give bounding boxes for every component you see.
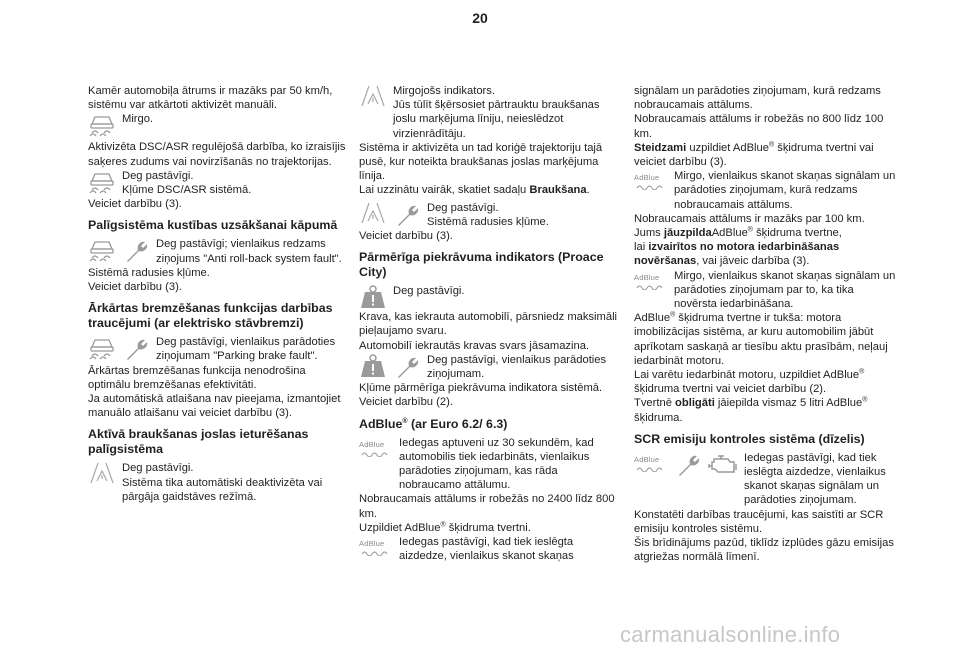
paragraph: Mirgo, vienlaikus skanot skaņas signālam un parādoties ziņojumam par to, ka tika novērsta iedarbināšana. [674,269,896,311]
paragraph: signālam un parādoties ziņojumam, kurā redzams nobraucamais attālums. [634,85,881,112]
paragraph: Deg pastāvīgi. [393,285,465,298]
paragraph: Nobraucamais attālums ir robežās no 800 līdz 100 km. [634,113,884,140]
paragraph: Šis brīdinājums pazūd, tiklīdz izplūdes gāzu emisijas atgriežas normālā līmenī. [634,537,894,564]
indicator-row-scr [634,451,896,508]
paragraph: AdBlue® šķidruma tvertne ir tukša: motora imobilizācijas sistēma, ar kuru automobilim jābūt aprīkotam saskaņā ar tiesību aktu prasībām, neļauj iedarbināt motoru. [634,311,888,367]
paragraph: Ārkārtas bremzēšanas funkcija nenodrošina optimālu bremzēšanas efektivitāti. [88,364,306,391]
section-heading: SCR emisiju kontroles sistēma (dīzelis) [634,431,865,446]
adblue-icon: AdBlue [634,169,668,195]
paragraph: Steidzami uzpildiet AdBlue® šķidruma tvertni vai veiciet darbību (3). [634,141,874,169]
paragraph: Lai uzzinātu vairāk, skatiet sadaļu Braukšana. [359,184,590,197]
paragraph: lai izvairītos no motora iedarbināšanas novēršanas, vai jāveic darbība (3). [634,241,840,268]
wrench-icon [393,353,421,381]
paragraph: Mirgo. [122,113,154,126]
paragraph: Jums jāuzpildaAdBlue® šķidruma tvertne, [634,226,842,240]
indicator-row-dsc-fault [88,169,350,197]
paragraph: Veiciet darbību (3). [88,198,182,211]
column-3 [634,84,896,565]
overload-weight-icon [359,284,387,310]
paragraph: Deg pastāvīgi. [427,201,499,214]
watermark: carmanualsonline.info [620,622,841,647]
paragraph: Aktivizēta DSC/ASR regulējošā darbība, ko izraisījis saķeres zudums vai novirzīšanās no trajektorijas. [88,141,346,168]
paragraph: Tvertnē obligāti jāiepilda vismaz 5 litri AdBlue® šķidruma. [634,396,868,424]
section-heading: Ārkārtas bremzēšanas funkcijas darbības traucējumi (ar elektrisko stāvbremzi) [88,301,333,331]
indicator-row-adblue-2 [359,535,621,563]
adblue-icon: AdBlue [359,535,393,561]
paragraph: Nobraucamais attālums ir mazāks par 100 km. [634,212,865,225]
section-heading: Aktīvā braukšanas joslas ieturēšanas palīgsistēma [88,427,309,457]
indicator-row-lane [88,461,350,504]
lane-assist-icon [359,84,387,108]
section-heading: AdBlue® (ar Euro 6.2/ 6.3) [359,416,508,431]
paragraph: Deg pastāvīgi. [122,169,194,182]
adblue-icon: AdBlue [634,451,668,477]
skid-car-icon [88,335,116,363]
skid-car-icon [88,237,116,265]
paragraph: Mirgo, vienlaikus skanot skaņas signālam un parādoties ziņojumam, kurā redzams nobraucamais attālums. [674,170,896,211]
link-text: Braukšana [529,184,587,197]
indicator-row-overload-fault [359,353,621,381]
paragraph: Kļūme pārmērīga piekrāvuma indikatora sistēmā. [359,382,603,395]
page-number: 20 [472,10,488,26]
skid-car-icon [88,169,116,197]
indicator-row-brake [88,335,350,363]
wrench-icon [674,451,702,479]
paragraph: Mirgojošs indikators. [393,85,495,97]
lane-assist-icon [359,201,387,225]
wrench-icon [393,201,421,229]
lane-assist-icon [88,461,116,485]
indicator-row-lane-flash [359,84,621,141]
indicator-row-adblue-3 [634,169,896,212]
indicator-row-dsc-flash [88,112,350,140]
adblue-icon: AdBlue [634,269,668,295]
indicator-row-adblue-4 [634,269,896,312]
paragraph: Krava, kas iekrauta automobilī, pārsniedz maksimāli pieļaujamo svaru. [359,311,618,338]
paragraph: Iedegas pastāvīgi, kad tiek ieslēgta aizdedze, vienlaikus skanot skaņas signālam un parādoties ziņojumam. [744,451,886,507]
paragraph: Deg pastāvīgi, vienlaikus parādoties ziņojumam. [427,353,607,381]
paragraph: Konstatēti darbības traucējumi, kas saistīti ar SCR emisiju kontroles sistēmu. [634,508,884,535]
paragraph: Kamēr automobiļa ātrums ir mazāks par 50 km/h, sistēmu var atkārtoti aktivizēt manuāli. [88,85,333,112]
paragraph: Ja automātiskā atlaišana nav pieejama, izmantojiet manuālo atlaišanu vai veiciet darbību (3). [88,393,341,420]
paragraph: Iedegas aptuveni uz 30 sekundēm, kad automobilis tiek iedarbināts, vienlaikus parādoties ziņojumam, kas rāda nobraucamo attālumu. [399,436,594,492]
adblue-icon: AdBlue [359,436,393,462]
paragraph: Sistēma ir aktivizēta un tad koriģē trajektoriju tajā pusē, kur noteikta braukšanas joslas marķējuma līnija. [359,141,603,183]
engine-icon [708,451,738,477]
section-heading: Palīgsistēma kustības uzsākšanai kāpumā [88,218,338,233]
section-heading: Pārmērīga piekrāvuma indikators (Proace City) [359,250,604,280]
paragraph: Iedegas pastāvīgi, kad tiek ieslēgta aizdedze, vienlaikus skanot skaņas [399,536,574,563]
paragraph: Sistēma tika automātiski deaktivizēta vai pārgāja gaidstāves režīmā. [122,476,323,503]
paragraph: Lai varētu iedarbināt motoru, uzpildiet AdBlue® šķidruma tvertni vai veiciet darbību (2). [634,368,865,396]
skid-car-icon [88,112,116,140]
indicator-row-hill [88,237,350,265]
indicator-row-adblue-1 [359,436,621,493]
overload-weight-icon [359,353,387,379]
column-2 [359,84,621,563]
indicator-row-overload [359,284,621,310]
paragraph: Kļūme DSC/ASR sistēmā. [122,184,252,197]
paragraph: Veiciet darbību (3). [359,230,453,243]
paragraph: Deg pastāvīgi, vienlaikus parādoties ziņojumam "Parking brake fault". [156,336,336,363]
paragraph: Jūs tūlīt šķērsosiet pārtrauktu braukšanas joslu marķējuma līniju, neieslēdzot virzienrādītāju. [393,99,600,140]
paragraph: Deg pastāvīgi. [122,462,194,475]
column-1 [88,84,350,504]
paragraph: Uzpildiet AdBlue® šķidruma tvertni. [359,521,531,534]
paragraph: Deg pastāvīgi; vienlaikus redzams ziņojums "Anti roll-back system fault". [156,238,342,265]
paragraph: Veiciet darbību (2). [359,396,453,409]
wrench-icon [122,335,150,363]
paragraph: Veiciet darbību (3). [88,281,182,294]
wrench-icon [122,237,150,265]
paragraph: Sistēmā radusies kļūme. [427,215,549,228]
paragraph: Nobraucamais attālums ir robežās no 2400 līdz 800 km. [359,493,615,520]
paragraph: Sistēmā radusies kļūme. [88,266,210,279]
paragraph: Automobilī iekrautās kravas svars jāsamazina. [359,339,590,352]
indicator-row-lane-fault [359,201,621,229]
